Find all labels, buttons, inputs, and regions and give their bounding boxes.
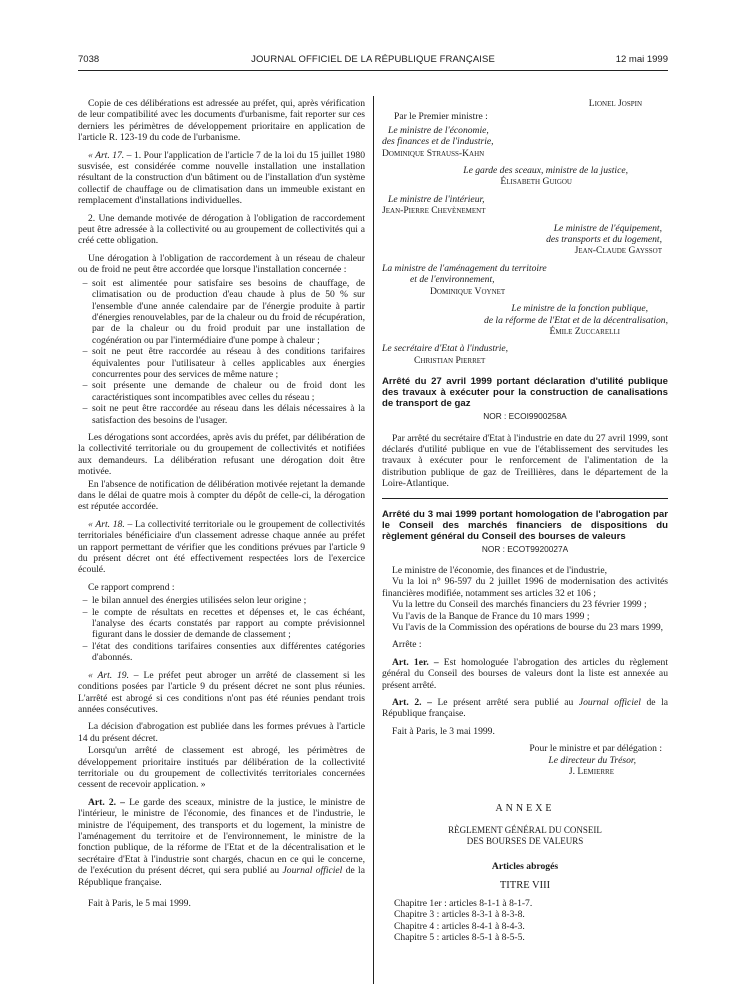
article-text: 1. Pour l'application de l'article 7 de la loi du 15 juillet 1980 susvisée, est considérée comme nouvelle installation une installation résultant de la construction d'un bâtiment ou de l'installation d'un système collectif de chauffage ou de climatisation dans un immeuble existant en remplacement d'installations individuelles. — [78, 149, 365, 207]
titre-heading: TITRE VIII — [499, 880, 551, 892]
signatory-name: Émile Zuccarelli — [549, 325, 620, 337]
signatory-name: J. Lemierre — [568, 766, 614, 778]
article-label: Art. 2. – — [88, 796, 125, 808]
article-text: Le présent arrêté sera publié au — [437, 697, 574, 709]
list-item: – soit est alimentée pour satisfaire ses besoins de chauffage, de climatisation ou de production d'eau chaude à plus de 50 % sur l'ensemble d'une année calendaire par de l'énergie produite à partir d'énergies renouvelables, par de la chaleur ou du froid de récupération, par de la chaleur ou du froid produit par une installation de cogénération ou par l'intermédiaire d'une pompe à chaleur ; — [82, 277, 365, 346]
dash-list-derogations — [78, 278, 365, 426]
signature-interieur: Le ministre de l'intérieur, Jean-Pierre Chevènement — [382, 194, 668, 217]
signature-equipement: Le ministre de l'équipement, des transports et du logement, Jean-Claude Gayssot — [382, 223, 668, 257]
article-label: Art. 2. – — [392, 697, 432, 709]
signature-justice: Le garde des sceaux, ministre de la justice, Élisabeth Guigou — [382, 165, 668, 188]
article-label: « Art. 19. – — [88, 669, 139, 681]
signature-place-date: Fait à Paris, le 5 mai 1999. — [88, 898, 191, 909]
journal-title: JOURNAL OFFICIEL DE LA RÉPUBLIQUE FRANÇAISE — [251, 54, 495, 65]
signatory-name: Lionel Jospin — [588, 98, 642, 109]
paragraph: Lorsqu'un arrêté de classement est abrogé, les périmètres de développement prioritaire institués par délibération de la collectivité territoriale ou du groupement de collectivités territoriales concernées cessent de recevoir application. » — [78, 745, 365, 791]
article-2 — [382, 697, 668, 720]
journal-officiel-ref: Journal officiel — [578, 697, 641, 709]
column-divider — [373, 96, 374, 984]
page-number: 7038 — [78, 54, 100, 65]
paragraph: Vu la loi n° 96-597 du 2 juillet 1996 de modernisation des activités financières modifiée, notamment ses articles 32 et 106 ; — [382, 576, 668, 599]
paragraph: Ce rapport comprend : — [88, 581, 175, 593]
list-item: – soit ne peut être raccordée au réseau dans les délais nécessaires à la satisfaction des besoins de l'usager. — [82, 403, 365, 426]
article-text: La collectivité territoriale ou le groupement de collectivités territoriales bénéficiaire d'un classement adresse chaque année au préfet un rapport permettant de vérifier que les conditions prévues par l'article 9 du présent décret ont été effectivement respectées lors de l'exercice écoulé. — [78, 518, 366, 576]
article-19 — [78, 670, 365, 716]
paragraph: Par arrêté du secrétaire d'Etat à l'industrie en date du 27 avril 1999, sont déclarés d'utilité publique en vue de l'établissement des servitudes les travaux à exécuter pour le renforcement de l'alimentation de la distribution publique de gaz de Treillières, dans le département de la Loire-Atlantique. — [382, 432, 668, 490]
arrete-title: Arrêté du 3 mai 1999 portant homologation de l'abrogation par le Conseil des marchés financiers de dispositions du règlement général du Conseil des bourses de valeurs — [382, 508, 668, 542]
signatory-name: Jean-Claude Gayssot — [574, 245, 662, 257]
issue-date: 12 mai 1999 — [615, 54, 668, 65]
signatory-name: Dominique Voynet — [430, 285, 506, 297]
articles-abroges-heading: Articles abrogés — [491, 860, 559, 872]
annexe-heading: ANNEXE — [495, 803, 555, 815]
article-text: Est homologuée l'abrogation des articles du règlement général du Conseil des bourses de valeurs dont la liste est annexée au présent arrêté. — [382, 656, 668, 691]
signature-economie: Le ministre de l'économie, des finances et de l'industrie, Dominique Strauss-Kahn — [382, 125, 668, 159]
signature-environnement: La ministre de l'aménagement du territoire et de l'environnement, Dominique Voynet — [382, 263, 668, 297]
signature-delegation: Pour le ministre et par délégation : Le directeur du Trésor, J. Lemierre — [382, 743, 668, 777]
article-text-end: de la République française. — [78, 865, 365, 888]
list-item: Chapitre 4 : articles 8-4-1 à 8-4-3. — [394, 920, 525, 932]
chapitres-list — [382, 898, 668, 944]
annexe-subtitle: RÈGLEMENT GÉNÉRAL DU CONSEIL DES BOURSES DE VALEURS — [448, 824, 602, 846]
section-rule — [382, 498, 668, 499]
signatory-name: Jean-Pierre Chevènement — [382, 205, 486, 217]
list-item: Chapitre 1er : articles 8-1-1 à 8-1-7. — [394, 897, 533, 909]
list-item: Chapitre 5 : articles 8-5-1 à 8-5-5. — [394, 931, 525, 943]
nor-code: NOR : ECOI9900258A — [483, 411, 567, 422]
list-item: – soit présente une demande de chaleur ou de froid dont les caractéristiques sont incompatibles avec celles du réseau ; — [82, 380, 365, 403]
right-column — [382, 98, 668, 943]
dash-list-rapport — [78, 595, 365, 663]
left-column — [78, 98, 365, 915]
paragraph: Copie de ces délibérations est adressée au préfet, qui, après vérification de leur compatibilité avec les documents d'urbanisme, fait reporter sur ces derniers les périmètres de développement prioritaire en application de l'article R. 123-19 du code de l'urbanisme. — [78, 98, 365, 144]
header-rule — [78, 70, 668, 71]
list-item: Chapitre 3 : articles 8-3-1 à 8-3-8. — [394, 909, 525, 921]
article-text: Le garde des sceaux, ministre de la justice, le ministre de l'intérieur, le ministre de l'économie, des finances et de l'industrie, le ministre de l'équipement, des transports et du logement, la ministre de l'aménagement du territoire et de l'environnement, le ministre de la fonction publique, de la réforme de l'Etat et de la décentralisation et le secrétaire d'Etat à l'industrie sont chargés, chacun en ce qui le concerne, de l'exécution du présent décret, qui sera publié au — [78, 796, 365, 877]
article-17 — [78, 150, 365, 207]
paragraph: Le ministre de l'économie, des finances et de l'industrie, — [392, 564, 607, 576]
paragraph: 2. Une demande motivée de dérogation à l'obligation de raccordement peut être adressée à la collectivité ou au groupement de collectivités qui a créé cette obligation. — [78, 212, 365, 247]
signatory-name: Dominique Strauss-Kahn — [382, 147, 485, 159]
signatory-name: Christian Pierret — [414, 354, 486, 366]
list-item: – le compte de résultats en recettes et dépenses et, le cas échéant, l'analyse des écarts constatés par rapport au compte prévisionnel figurant dans le dossier de demande de classement ; — [82, 606, 365, 641]
arrete-heading: Arrête : — [392, 639, 422, 651]
article-text-end: de la République française. — [382, 697, 669, 720]
article-1 — [382, 657, 668, 691]
paragraph: La décision d'abrogation est publiée dans les formes prévues à l'article 14 du présent décret. — [78, 721, 365, 744]
paragraph: Vu l'avis de la Banque de France du 10 mars 1999 ; — [392, 610, 590, 622]
signatory-name: Élisabeth Guigou — [500, 176, 572, 188]
paragraph: En l'absence de notification de délibération motivée rejetant la demande dans le délai de quatre mois à compter du dépôt de celle-ci, la dérogation est réputée accordée. — [78, 478, 365, 513]
paragraph: Vu la lettre du Conseil des marchés financiers du 23 février 1999 ; — [392, 599, 647, 611]
journal-officiel-ref: Journal officiel — [282, 865, 343, 877]
article-2 — [78, 797, 365, 888]
article-label: « Art. 17. – — [88, 149, 132, 161]
nor-code: NOR : ECOT9920027A — [481, 543, 569, 554]
article-18 — [78, 519, 365, 576]
paragraph: Les dérogations sont accordées, après avis du préfet, par délibération de la collectivité territoriale ou du groupement de collectivités et notifiées aux demandeurs. La délibération refusant une dérogation doit être motivée. — [78, 431, 365, 478]
list-item: – soit ne peut être raccordée au réseau à des conditions tarifaires équivalentes pour l'utilisateur à celles applicables aux énergies concurrentes pour des services de même nature ; — [82, 346, 365, 380]
signature-industrie: Le secrétaire d'Etat à l'industrie, Christian Pierret — [382, 343, 668, 366]
signature-place-date: Fait à Paris, le 3 mai 1999. — [392, 725, 495, 737]
list-item: – l'état des conditions tarifaires consenties aux différentes catégories d'abonnés. — [82, 640, 365, 664]
signature-pm — [382, 98, 668, 109]
paragraph: Une dérogation à l'obligation de raccordement à un réseau de chaleur ou de froid ne peut être accordée que lorsque l'installation concernée : — [78, 252, 365, 276]
article-label: Art. 1er. – — [392, 656, 439, 668]
paragraph: Vu l'avis de la Commission des opérations de bourse du 23 mars 1999, — [392, 622, 664, 633]
signature-fonction-publique: Le ministre de la fonction publique, de la réforme de l'Etat et de la décentralisation, Émile Zuccarelli — [382, 303, 668, 337]
article-text: Le préfet peut abroger un arrêté de classement si les conditions posées par l'article 9 du présent décret ne sont plus réunies. L'arrêté est abrogé si ces conditions n'ont pas été réunies pendant trois années consécutives. — [78, 669, 366, 715]
running-header — [78, 54, 668, 68]
signature-by: Par le Premier ministre : — [394, 111, 488, 123]
article-label: « Art. 18. – — [88, 518, 133, 530]
arrete-title: Arrêté du 27 avril 1999 portant déclaration d'utilité publique des travaux à exécuter pour la construction de canalisations de transport de gaz — [382, 376, 668, 410]
list-item: – le bilan annuel des énergies utilisées selon leur origine ; — [82, 595, 307, 607]
